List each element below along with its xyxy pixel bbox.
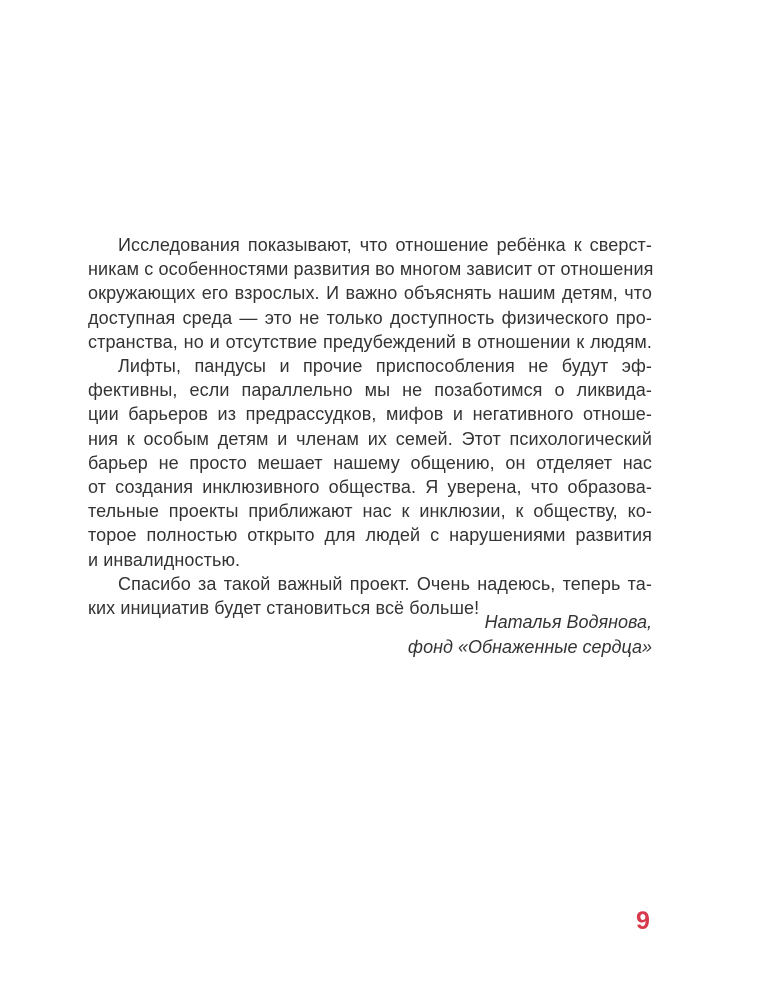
text-line: доступная среда — это не только доступность физического про- [88, 307, 652, 328]
text-line: ких инициатив будет становиться всё больше! [88, 598, 480, 619]
text-line: от создания инклюзивного общества. Я уверена, что образова- [88, 477, 652, 498]
paragraph-1 [88, 233, 652, 354]
paragraph-2 [88, 354, 652, 572]
text-line: Лифты, пандусы и прочие приспособления не будут эф- [118, 356, 652, 377]
text-line: Спасибо за такой важный проект. Очень надеюсь, теперь та- [118, 573, 652, 594]
signature-name: Наталья Водянова, [484, 612, 652, 632]
text-line: и инвалидностью. [88, 549, 241, 570]
body-text [88, 233, 652, 620]
text-line: фективны, если параллельно мы не позаботимся о ликвида- [88, 380, 652, 401]
text-line: ния к особым детям и членам их семей. Этот психологический [88, 428, 652, 449]
text-line: Исследования показывают, что отношение ребёнка к сверст- [118, 235, 652, 255]
text-line: странства, но и отсутствие предубеждений в отношении к людям. [88, 331, 652, 352]
page-number: 9 [636, 907, 650, 935]
signature-organization: фонд «Обнаженные сердца» [407, 636, 652, 657]
text-line: барьер не просто мешает нашему общению, он отделяет нас [88, 452, 652, 473]
signature [408, 610, 652, 659]
text-line: ции барьеров из предрассудков, мифов и негативного отноше- [88, 404, 652, 425]
text-line: никам с особенностями развития во многом зависит от отношения [88, 259, 654, 280]
text-line: торое полностью открыто для людей с нарушениями развития [88, 525, 652, 546]
text-line: окружающих его взрослых. И важно объяснять нашим детям, что [88, 283, 652, 304]
text-line: тельные проекты приближают нас к инклюзии, к обществу, ко- [88, 501, 652, 522]
